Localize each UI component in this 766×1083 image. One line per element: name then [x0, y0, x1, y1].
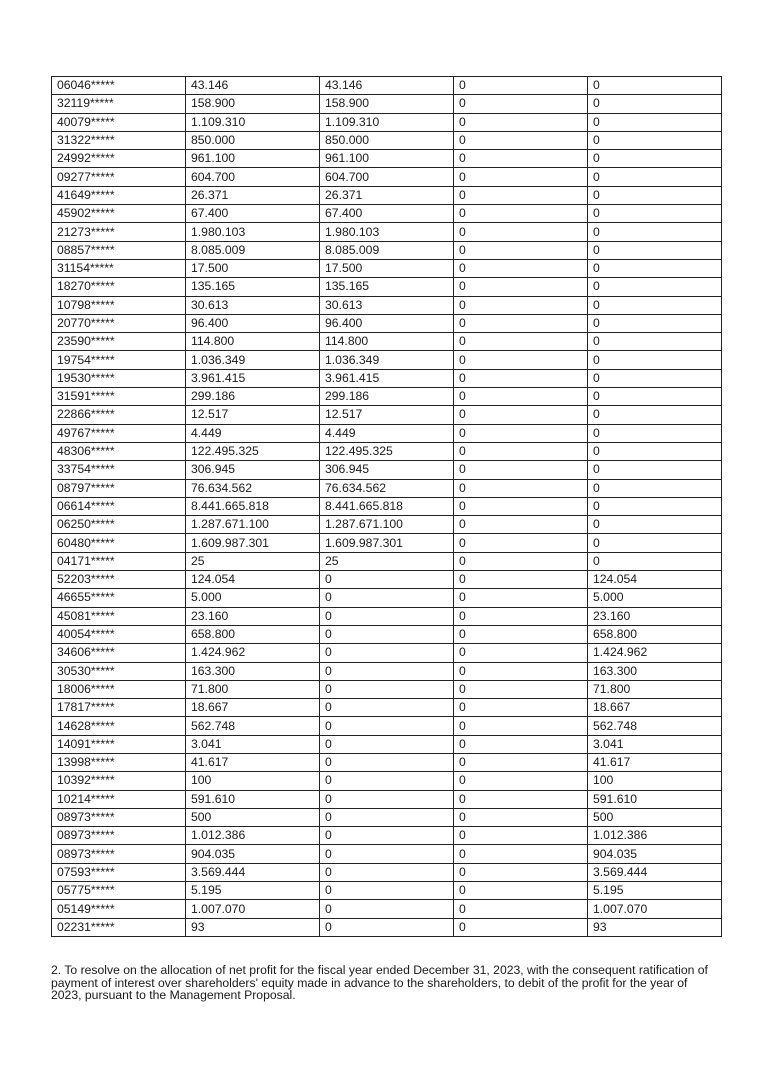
table-row: [52, 186, 722, 204]
value-cell-2: 0: [320, 625, 454, 643]
shareholder-id-cell: 45081*****: [52, 607, 186, 625]
value-cell-2: 0: [320, 918, 454, 936]
value-cell-2: 0: [320, 589, 454, 607]
value-cell-2: 1.609.987.301: [320, 534, 454, 552]
value-cell-4: 163.300: [588, 662, 722, 680]
value-cell-4: 0: [588, 241, 722, 259]
table-row: [52, 278, 722, 296]
value-cell-1: 135.165: [186, 278, 320, 296]
value-cell-3: 0: [454, 223, 588, 241]
table-row: [52, 333, 722, 351]
value-cell-4: 23.160: [588, 607, 722, 625]
value-cell-1: 3.569.444: [186, 863, 320, 881]
shareholder-id-cell: 30530*****: [52, 662, 186, 680]
table-row: [52, 388, 722, 406]
value-cell-4: 0: [588, 186, 722, 204]
value-cell-4: 0: [588, 442, 722, 460]
value-cell-4: 0: [588, 205, 722, 223]
value-cell-1: 5.000: [186, 589, 320, 607]
shareholder-id-cell: 40054*****: [52, 625, 186, 643]
table-row: [52, 406, 722, 424]
value-cell-2: 850.000: [320, 131, 454, 149]
value-cell-1: 299.186: [186, 388, 320, 406]
value-cell-3: 0: [454, 479, 588, 497]
shareholder-id-cell: 19530*****: [52, 369, 186, 387]
value-cell-3: 0: [454, 845, 588, 863]
table-row: [52, 863, 722, 881]
value-cell-3: 0: [454, 369, 588, 387]
value-cell-2: 0: [320, 680, 454, 698]
value-cell-2: 26.371: [320, 186, 454, 204]
value-cell-4: 0: [588, 497, 722, 515]
value-cell-1: 76.634.562: [186, 479, 320, 497]
value-cell-4: 0: [588, 296, 722, 314]
value-cell-3: 0: [454, 314, 588, 332]
value-cell-4: 562.748: [588, 717, 722, 735]
table-row: [52, 534, 722, 552]
value-cell-2: 0: [320, 644, 454, 662]
shareholder-id-cell: 10214*****: [52, 790, 186, 808]
value-cell-1: 67.400: [186, 205, 320, 223]
value-cell-1: 8.441.665.818: [186, 497, 320, 515]
table-row: [52, 95, 722, 113]
table-row: [52, 644, 722, 662]
value-cell-1: 1.609.987.301: [186, 534, 320, 552]
value-cell-3: 0: [454, 571, 588, 589]
value-cell-2: 135.165: [320, 278, 454, 296]
value-cell-1: 100: [186, 772, 320, 790]
value-cell-3: 0: [454, 699, 588, 717]
shareholder-id-cell: 41649*****: [52, 186, 186, 204]
value-cell-2: 961.100: [320, 150, 454, 168]
value-cell-2: 17.500: [320, 259, 454, 277]
value-cell-3: 0: [454, 388, 588, 406]
value-cell-4: 100: [588, 772, 722, 790]
shareholder-id-cell: 34606*****: [52, 644, 186, 662]
value-cell-3: 0: [454, 680, 588, 698]
table-row: [52, 790, 722, 808]
value-cell-1: 12.517: [186, 406, 320, 424]
table-row: [52, 497, 722, 515]
value-cell-4: 3.041: [588, 735, 722, 753]
value-cell-2: 299.186: [320, 388, 454, 406]
value-cell-3: 0: [454, 772, 588, 790]
table-row: [52, 680, 722, 698]
value-cell-4: 0: [588, 278, 722, 296]
value-cell-2: 0: [320, 882, 454, 900]
table-row: [52, 753, 722, 771]
table-row: [52, 150, 722, 168]
value-cell-4: 0: [588, 552, 722, 570]
value-cell-2: 0: [320, 827, 454, 845]
value-cell-4: 500: [588, 808, 722, 826]
value-cell-3: 0: [454, 333, 588, 351]
value-cell-2: 0: [320, 808, 454, 826]
value-cell-4: 0: [588, 333, 722, 351]
table-row: [52, 845, 722, 863]
table-row: [52, 772, 722, 790]
value-cell-3: 0: [454, 552, 588, 570]
value-cell-2: 67.400: [320, 205, 454, 223]
value-cell-2: 604.700: [320, 168, 454, 186]
value-cell-2: 114.800: [320, 333, 454, 351]
value-cell-4: 0: [588, 406, 722, 424]
table-row: [52, 552, 722, 570]
value-cell-1: 96.400: [186, 314, 320, 332]
value-cell-3: 0: [454, 113, 588, 131]
value-cell-3: 0: [454, 150, 588, 168]
value-cell-4: 0: [588, 223, 722, 241]
value-cell-4: 0: [588, 516, 722, 534]
shareholder-id-cell: 14628*****: [52, 717, 186, 735]
value-cell-2: 8.085.009: [320, 241, 454, 259]
table-row: [52, 369, 722, 387]
shareholder-id-cell: 06614*****: [52, 497, 186, 515]
value-cell-4: 591.610: [588, 790, 722, 808]
value-cell-1: 591.610: [186, 790, 320, 808]
table-row: [52, 351, 722, 369]
value-cell-3: 0: [454, 625, 588, 643]
shareholder-id-cell: 07593*****: [52, 863, 186, 881]
table-row: [52, 131, 722, 149]
value-cell-3: 0: [454, 900, 588, 918]
value-cell-1: 71.800: [186, 680, 320, 698]
value-cell-2: 0: [320, 607, 454, 625]
value-cell-4: 1.424.962: [588, 644, 722, 662]
table-row: [52, 735, 722, 753]
table-row: [52, 699, 722, 717]
table-row: [52, 314, 722, 332]
value-cell-3: 0: [454, 131, 588, 149]
shareholder-id-cell: 22866*****: [52, 406, 186, 424]
value-cell-3: 0: [454, 808, 588, 826]
table-row: [52, 589, 722, 607]
shareholder-id-cell: 60480*****: [52, 534, 186, 552]
value-cell-3: 0: [454, 863, 588, 881]
value-cell-2: 158.900: [320, 95, 454, 113]
value-cell-2: 0: [320, 662, 454, 680]
value-cell-1: 961.100: [186, 150, 320, 168]
value-cell-1: 500: [186, 808, 320, 826]
table-row: [52, 223, 722, 241]
shareholder-id-cell: 48306*****: [52, 442, 186, 460]
table-row: [52, 296, 722, 314]
table-row: [52, 900, 722, 918]
value-cell-4: 0: [588, 351, 722, 369]
shareholder-id-cell: 23590*****: [52, 333, 186, 351]
value-cell-4: 0: [588, 369, 722, 387]
value-cell-1: 1.287.671.100: [186, 516, 320, 534]
value-cell-1: 25: [186, 552, 320, 570]
value-cell-3: 0: [454, 406, 588, 424]
value-cell-1: 17.500: [186, 259, 320, 277]
table-row: [52, 113, 722, 131]
value-cell-1: 850.000: [186, 131, 320, 149]
shareholder-id-cell: 20770*****: [52, 314, 186, 332]
value-cell-4: 93: [588, 918, 722, 936]
shareholder-id-cell: 19754*****: [52, 351, 186, 369]
shareholder-id-cell: 52203*****: [52, 571, 186, 589]
value-cell-3: 0: [454, 589, 588, 607]
value-cell-4: 71.800: [588, 680, 722, 698]
value-cell-1: 124.054: [186, 571, 320, 589]
shareholder-id-cell: 31322*****: [52, 131, 186, 149]
value-cell-4: 5.000: [588, 589, 722, 607]
value-cell-1: 41.617: [186, 753, 320, 771]
value-cell-4: 0: [588, 168, 722, 186]
shareholder-id-cell: 46655*****: [52, 589, 186, 607]
value-cell-1: 4.449: [186, 424, 320, 442]
value-cell-3: 0: [454, 424, 588, 442]
value-cell-4: 5.195: [588, 882, 722, 900]
value-cell-3: 0: [454, 753, 588, 771]
value-cell-1: 8.085.009: [186, 241, 320, 259]
value-cell-3: 0: [454, 516, 588, 534]
table-row: [52, 461, 722, 479]
shareholder-id-cell: 08973*****: [52, 808, 186, 826]
value-cell-2: 3.961.415: [320, 369, 454, 387]
shareholder-id-cell: 08797*****: [52, 479, 186, 497]
table-row: [52, 516, 722, 534]
shareholder-id-cell: 06250*****: [52, 516, 186, 534]
value-cell-3: 0: [454, 827, 588, 845]
value-cell-3: 0: [454, 882, 588, 900]
shareholder-id-cell: 09277*****: [52, 168, 186, 186]
shareholder-id-cell: 08973*****: [52, 827, 186, 845]
shareholder-id-cell: 08973*****: [52, 845, 186, 863]
value-cell-1: 1.980.103: [186, 223, 320, 241]
value-cell-1: 604.700: [186, 168, 320, 186]
value-cell-1: 1.424.962: [186, 644, 320, 662]
value-cell-1: 306.945: [186, 461, 320, 479]
value-cell-3: 0: [454, 644, 588, 662]
value-cell-4: 0: [588, 479, 722, 497]
value-cell-2: 25: [320, 552, 454, 570]
value-cell-3: 0: [454, 735, 588, 753]
table-row: [52, 259, 722, 277]
table-row: [52, 241, 722, 259]
value-cell-2: 1.109.310: [320, 113, 454, 131]
table-row: [52, 424, 722, 442]
value-cell-2: 0: [320, 753, 454, 771]
shareholder-id-cell: 49767*****: [52, 424, 186, 442]
value-cell-2: 0: [320, 735, 454, 753]
value-cell-2: 0: [320, 863, 454, 881]
value-cell-4: 904.035: [588, 845, 722, 863]
value-cell-1: 30.613: [186, 296, 320, 314]
value-cell-1: 23.160: [186, 607, 320, 625]
value-cell-3: 0: [454, 607, 588, 625]
value-cell-4: 0: [588, 259, 722, 277]
shareholder-id-cell: 06046*****: [52, 77, 186, 95]
value-cell-3: 0: [454, 168, 588, 186]
value-cell-1: 1.109.310: [186, 113, 320, 131]
value-cell-4: 0: [588, 113, 722, 131]
value-cell-3: 0: [454, 241, 588, 259]
value-cell-3: 0: [454, 717, 588, 735]
value-cell-1: 3.961.415: [186, 369, 320, 387]
value-cell-4: 0: [588, 131, 722, 149]
value-cell-1: 3.041: [186, 735, 320, 753]
value-cell-4: 1.007.070: [588, 900, 722, 918]
value-cell-4: 0: [588, 461, 722, 479]
value-cell-4: 0: [588, 314, 722, 332]
value-cell-2: 43.146: [320, 77, 454, 95]
shareholder-id-cell: 10392*****: [52, 772, 186, 790]
value-cell-2: 0: [320, 772, 454, 790]
value-cell-1: 904.035: [186, 845, 320, 863]
shareholder-id-cell: 14091*****: [52, 735, 186, 753]
shareholder-id-cell: 18006*****: [52, 680, 186, 698]
table-row: [52, 479, 722, 497]
value-cell-4: 3.569.444: [588, 863, 722, 881]
vote-table-body: [52, 77, 722, 937]
value-cell-3: 0: [454, 259, 588, 277]
shareholder-id-cell: 33754*****: [52, 461, 186, 479]
table-row: [52, 442, 722, 460]
shareholder-id-cell: 40079*****: [52, 113, 186, 131]
value-cell-4: 1.012.386: [588, 827, 722, 845]
shareholder-id-cell: 21273*****: [52, 223, 186, 241]
shareholder-id-cell: 24992*****: [52, 150, 186, 168]
value-cell-3: 0: [454, 461, 588, 479]
table-row: [52, 827, 722, 845]
value-cell-1: 43.146: [186, 77, 320, 95]
table-row: [52, 607, 722, 625]
value-cell-2: 4.449: [320, 424, 454, 442]
value-cell-3: 0: [454, 205, 588, 223]
value-cell-2: 30.613: [320, 296, 454, 314]
value-cell-1: 1.012.386: [186, 827, 320, 845]
shareholder-id-cell: 08857*****: [52, 241, 186, 259]
shareholder-id-cell: 02231*****: [52, 918, 186, 936]
value-cell-2: 1.287.671.100: [320, 516, 454, 534]
value-cell-4: 0: [588, 150, 722, 168]
value-cell-2: 96.400: [320, 314, 454, 332]
table-row: [52, 168, 722, 186]
value-cell-2: 12.517: [320, 406, 454, 424]
table-row: [52, 662, 722, 680]
shareholder-id-cell: 05775*****: [52, 882, 186, 900]
shareholder-id-cell: 05149*****: [52, 900, 186, 918]
value-cell-1: 5.195: [186, 882, 320, 900]
value-cell-4: 0: [588, 388, 722, 406]
table-row: [52, 571, 722, 589]
value-cell-4: 0: [588, 95, 722, 113]
shareholder-id-cell: 31154*****: [52, 259, 186, 277]
table-row: [52, 625, 722, 643]
value-cell-2: 0: [320, 571, 454, 589]
shareholder-id-cell: 10798*****: [52, 296, 186, 314]
value-cell-3: 0: [454, 534, 588, 552]
value-cell-1: 158.900: [186, 95, 320, 113]
value-cell-4: 0: [588, 534, 722, 552]
shareholder-id-cell: 31591*****: [52, 388, 186, 406]
table-row: [52, 77, 722, 95]
shareholder-id-cell: 13998*****: [52, 753, 186, 771]
vote-table: [51, 76, 722, 937]
value-cell-1: 562.748: [186, 717, 320, 735]
value-cell-2: 0: [320, 717, 454, 735]
value-cell-4: 18.667: [588, 699, 722, 717]
value-cell-1: 18.667: [186, 699, 320, 717]
value-cell-2: 8.441.665.818: [320, 497, 454, 515]
value-cell-3: 0: [454, 442, 588, 460]
table-row: [52, 918, 722, 936]
value-cell-3: 0: [454, 77, 588, 95]
value-cell-3: 0: [454, 351, 588, 369]
shareholder-id-cell: 04171*****: [52, 552, 186, 570]
value-cell-2: 0: [320, 699, 454, 717]
table-row: [52, 882, 722, 900]
value-cell-4: 124.054: [588, 571, 722, 589]
value-cell-3: 0: [454, 95, 588, 113]
value-cell-1: 114.800: [186, 333, 320, 351]
shareholder-id-cell: 32119*****: [52, 95, 186, 113]
value-cell-3: 0: [454, 186, 588, 204]
value-cell-4: 0: [588, 77, 722, 95]
value-cell-1: 93: [186, 918, 320, 936]
table-row: [52, 205, 722, 223]
shareholder-id-cell: 45902*****: [52, 205, 186, 223]
value-cell-1: 658.800: [186, 625, 320, 643]
value-cell-2: 76.634.562: [320, 479, 454, 497]
table-row: [52, 717, 722, 735]
value-cell-3: 0: [454, 918, 588, 936]
value-cell-2: 0: [320, 845, 454, 863]
value-cell-1: 1.036.349: [186, 351, 320, 369]
shareholder-id-cell: 17817*****: [52, 699, 186, 717]
value-cell-3: 0: [454, 790, 588, 808]
value-cell-2: 0: [320, 900, 454, 918]
table-row: [52, 808, 722, 826]
shareholder-id-cell: 18270*****: [52, 278, 186, 296]
value-cell-3: 0: [454, 296, 588, 314]
value-cell-4: 658.800: [588, 625, 722, 643]
value-cell-2: 1.036.349: [320, 351, 454, 369]
value-cell-2: 0: [320, 790, 454, 808]
resolution-item-2: 2. To resolve on the allocation of net profit for the fiscal year ended December 31, 2023, with the consequent ratification of payment of interest over shareholders' equity made in advance to the shareholders, to debit of the profit for the year of 2023, pursuant to the Management Proposal.: [51, 963, 708, 1002]
value-cell-3: 0: [454, 662, 588, 680]
value-cell-2: 122.495.325: [320, 442, 454, 460]
value-cell-2: 1.980.103: [320, 223, 454, 241]
value-cell-3: 0: [454, 497, 588, 515]
value-cell-1: 122.495.325: [186, 442, 320, 460]
value-cell-1: 1.007.070: [186, 900, 320, 918]
value-cell-1: 163.300: [186, 662, 320, 680]
value-cell-4: 41.617: [588, 753, 722, 771]
value-cell-4: 0: [588, 424, 722, 442]
value-cell-1: 26.371: [186, 186, 320, 204]
value-cell-3: 0: [454, 278, 588, 296]
value-cell-2: 306.945: [320, 461, 454, 479]
